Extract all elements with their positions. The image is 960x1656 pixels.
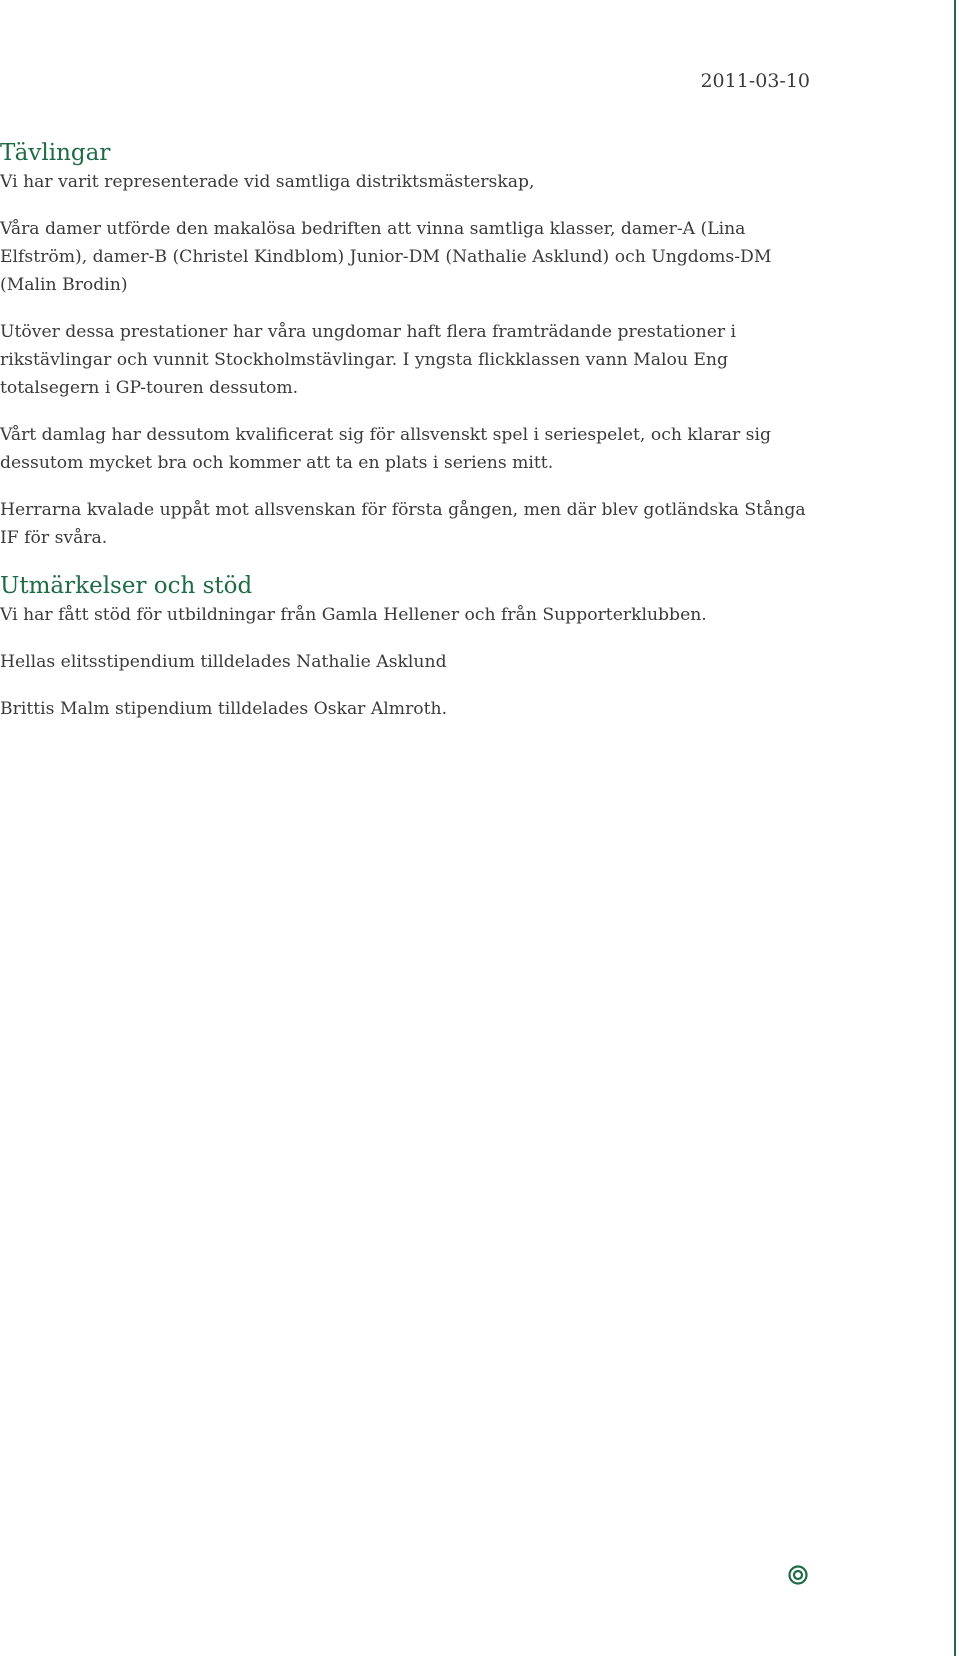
paragraph: Vi har fått stöd för utbildningar från Gamla Hellener och från Supporterklubben. bbox=[0, 605, 707, 625]
section-heading: Tävlingar bbox=[0, 140, 111, 166]
document-body bbox=[0, 138, 812, 742]
paragraph: Brittis Malm stipendium tilldelades Oskar Almroth. bbox=[0, 699, 448, 719]
paragraph: Våra damer utförde den makalösa bedriften att vinna samtliga klasser, damer-A (Lina Elfström), damer-B (Christel Kindblom) Junior-DM (Nathalie Asklund) och Ungdoms-DM (Malin Brodin) bbox=[0, 219, 772, 295]
section-utmarkelser bbox=[0, 571, 812, 723]
concentric-circles-icon bbox=[788, 1565, 808, 1585]
document-date: 2011-03-10 bbox=[700, 70, 810, 92]
section-tavlingar bbox=[0, 138, 812, 552]
paragraph: Utöver dessa prestationer har våra ungdomar haft flera framträdande prestationer i rikstävlingar och vunnit Stockholmstävlingar. I yngsta flickklassen vann Malou Eng totalsegern i GP-touren dessutom. bbox=[0, 322, 737, 398]
paragraph: Hellas elitsstipendium tilldelades Nathalie Asklund bbox=[0, 652, 447, 672]
section-heading: Utmärkelser och stöd bbox=[0, 573, 253, 599]
paragraph: Vårt damlag har dessutom kvalificerat sig för allsvenskt spel i seriespelet, och klarar sig dessutom mycket bra och kommer att ta en plats i seriens mitt. bbox=[0, 425, 771, 473]
page-edge-rule bbox=[954, 0, 956, 1656]
paragraph: Herrarna kvalade uppåt mot allsvenskan för första gången, men där blev gotländska Stånga IF för svåra. bbox=[0, 500, 806, 548]
paragraph: Vi har varit representerade vid samtliga distriktsmästerskap, bbox=[0, 172, 535, 192]
